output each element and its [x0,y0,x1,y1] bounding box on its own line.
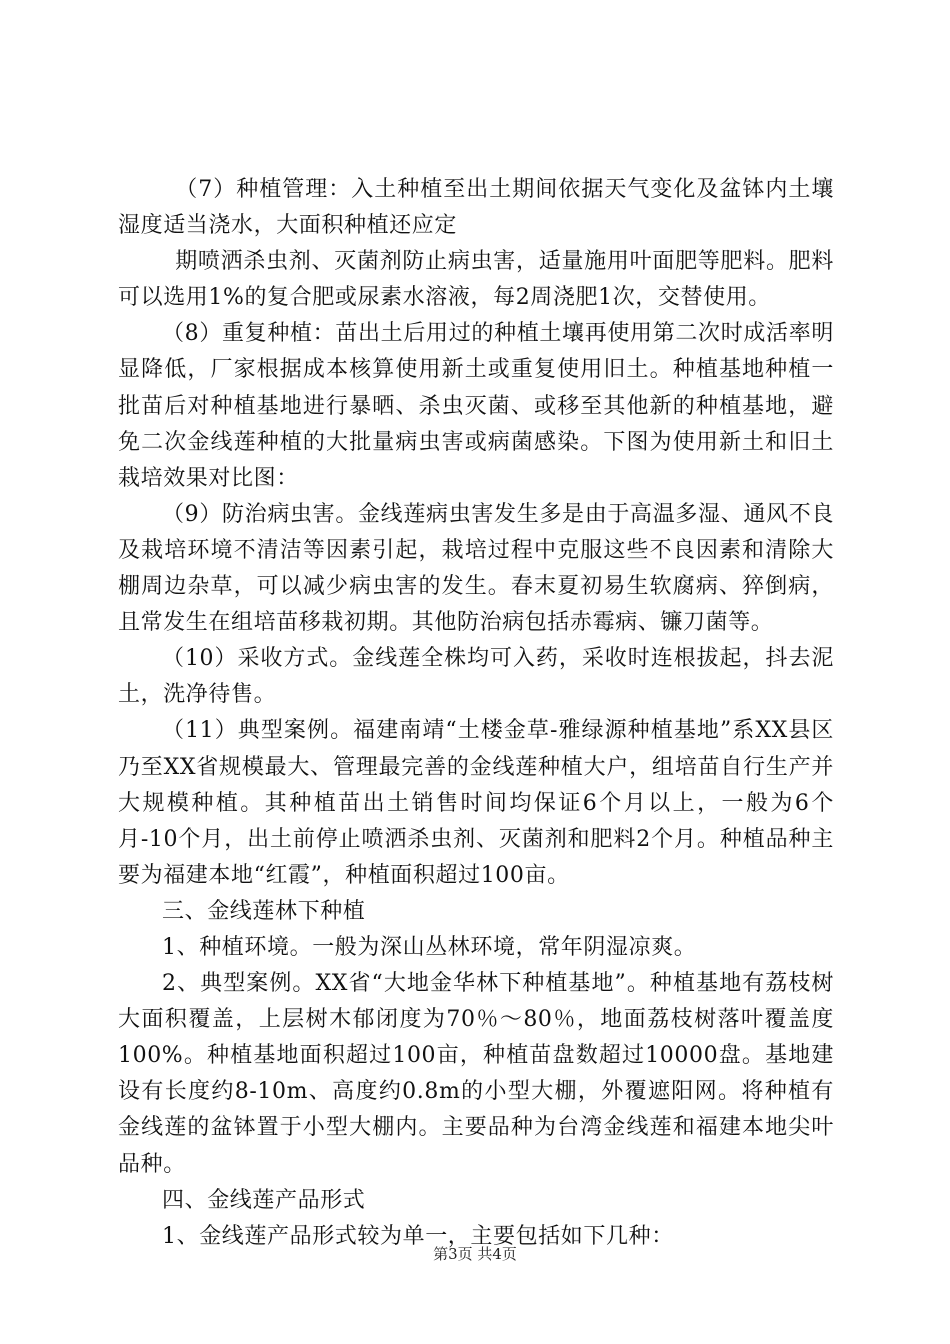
paragraph-planting-management: （7）种植管理：入土种植至出土期间依据天气变化及盆钵内土壤湿度适当浇水，大面积种植还应定 [118,177,834,239]
paragraph-pest-control: （9）防治病虫害。金线莲病虫害发生多是由于高温多湿、通风不良及栽培环境不清洁等因素引起，栽培过程中克服这些不良因素和清除大棚周边杂草，可以减少病虫害的发生。春末夏初易生软腐病、猝倒病，且常发生在组培苗移栽初期。其他防治病包括赤霉病、镰刀菌等。 [118,501,834,636]
paragraph-harvest: （10）采收方式。金线莲全株均可入药，采收时连根拔起，抖去泥土，洗净待售。 [118,646,834,708]
paragraph-forest-case: 2、典型案例。XX省“大地金华林下种植基地”。种植基地有荔枝树大面积覆盖，上层树木郁闭度为70％～80％，地面荔枝树落叶覆盖度100%。种植基地面积超过100亩，种植苗盘数超过10000盘。基地建设有长度约8-10m、高度约0.8m的小型大棚，外覆遮阳网。将种植有金线莲的盆钵置于小型大棚内。主要品种为台湾金线莲和福建本地尖叶品种。 [118,971,834,1177]
paragraph-typical-case: （11）典型案例。福建南靖“土楼金草-雅绿源种植基地”系XX县区乃至XX省规模最大、管理最完善的金线莲种植大户，组培苗自行生产并大规模种植。其种植苗出土销售时间均保证6个月以上，一般为6个月-10个月，出土前停止喷洒杀虫剂、灭菌剂和肥料2个月。种植品种主要为福建本地“红霞”，种植面积超过100亩。 [118,718,834,888]
page-number-footer: 第3页 共4页 [433,1245,517,1263]
paragraph-repeat-planting: （8）重复种植：苗出土后用过的种植土壤再使用第二次时成活率明显降低，厂家根据成本核算使用新土或重复使用旧土。种植基地种植一批苗后对种植基地进行暴晒、杀虫灭菌、或移至其他新的种植基地，避免二次金线莲种植的大批量病虫害或病菌感染。下图为使用新土和旧土栽培效果对比图： [118,321,834,491]
paragraph-product-forms: 1、金线莲产品形式较为单一，主要包括如下几种： [162,1223,674,1249]
paragraph-fertilizer: 期喷洒杀虫剂、灭菌剂防止病虫害，适量施用叶面肥等肥料。肥料可以选用1%的复合肥或尿素水溶液，每2周浇肥1次，交替使用。 [118,249,834,311]
paragraph-planting-environment: 1、种植环境。一般为深山丛林环境，常年阴湿凉爽。 [162,934,697,960]
section-heading-forest-planting: 三、金线莲林下种植 [162,898,366,924]
section-heading-product-forms: 四、金线莲产品形式 [162,1187,366,1213]
body-text [118,172,834,1255]
